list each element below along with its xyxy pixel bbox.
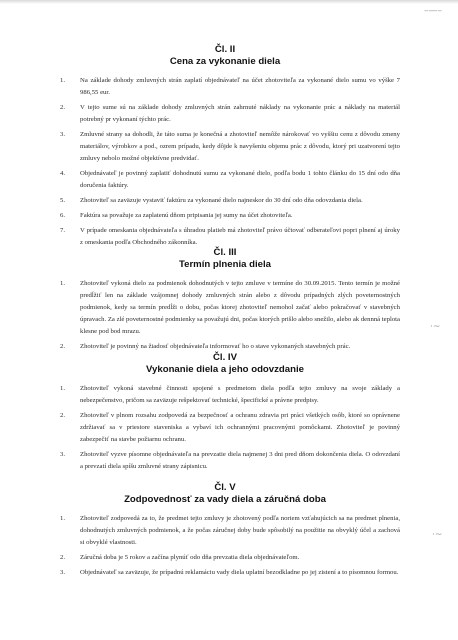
item-text: Faktúra sa považuje za zaplatenú dňom pripisania jej sumy na účet zhotoviteľa. [80, 212, 293, 219]
article-item [50, 225, 400, 249]
item-number: 1. [60, 280, 66, 287]
item-number: 3. [60, 131, 66, 138]
item-text: Zhotoviteľ v plnom rozsahu zodpovedá za bezpečnosť a ochranu zdravia pri práci všetkých osôb, ktoré so oprávnene zdržiavať sa v priestore staveniska a vybaví ich ochrannými pracovnými pomôckami. Zhotoviteľ je povinný zabezpečiť na stavbe požiarnu ochranu. [80, 412, 400, 443]
item-number: 2. [60, 554, 66, 561]
article-item [50, 168, 400, 192]
article-items [50, 383, 400, 473]
item-text: V tejto sume sú na základe dohody zmluvných strán zahrnuté náklady na vykonanie prác a náklady na materiál potrebný pr vykonaní týchto prác. [80, 104, 400, 123]
scan-artifact-mark: ·~ [432, 530, 443, 540]
item-number: 2. [60, 343, 66, 350]
item-number: 6. [60, 212, 66, 219]
item-text: Zhotoviteľ vykoná stavebné činnosti spojené s predmetom diela podľa tejto zmluvy na svoje základy a nebezpečenstvo, pričom sa zaväzuje rešpektovať technické, špecifické a právne predpisy. [80, 385, 400, 404]
article-items [50, 278, 400, 353]
item-text: Na základe dohody zmluvných strán zaplatí objednávateľ na účet zhotoviteľa za vykonané dielo sumu vo výške 7 986,55 eur. [80, 77, 400, 96]
article-number: Čl. V [214, 482, 236, 493]
item-text: V prípade omeskania objednávateľa s úhradou platieb má zhotoviteľ právo účtovať odberateľovi popri plnení aj úroky z omeskania podľa Obchodného zákonníka. [80, 227, 400, 246]
article-3 [50, 247, 400, 356]
article-items [50, 75, 400, 249]
item-number: 1. [60, 77, 66, 84]
scan-artifact-mark: ·~ [430, 322, 441, 332]
item-text: Zmluvné strany sa dohodli, že táto suma je konečná a zhotoviteľ nemôže nárokovať vo vyššiu cenu z dôvodu zmeny materiálov, výrobkov a pod., ozrem prípadu, kedy dôjde k navyšeniu objemu prác z dôvodu, ktorý pri uzatvorení tejto zmluvy nebolo možné objektívne predvidať. [80, 131, 400, 162]
article-number: Čl. III [213, 247, 237, 258]
article-item [50, 278, 400, 338]
article-item [50, 383, 400, 407]
item-text: Zhotoviteľ zodpovedá za to, že predmet tejto zmluvy je zhotovený podľa noriem vzťahujúcich sa na predmet plnenia, dohodnutých zmluvných podmienok, a že počas záručnej doby bude spôsobilý na použitie na obvyklý účel a zachová si obvyklé vlastnosti. [80, 515, 400, 546]
article-item [50, 449, 400, 473]
item-number: 7. [60, 227, 66, 234]
article-title: Zodpovednosť za vady diela a záručná doba [124, 494, 326, 505]
article-number: Čl. IV [213, 352, 237, 363]
article-number: Čl. II [214, 44, 236, 55]
item-text: Zhotoviteľ vyzve písomne objednávateľa na prevzatie diela najmenej 3 dni pred dňom dokončenia diela. O odovzdaní a prevzatí diela spíšu zmluvné strany zápisnicu. [80, 451, 400, 470]
article-item [50, 210, 400, 222]
item-number: 4. [60, 170, 66, 177]
item-text: Objednávateľ je povinný zaplatiť dohodnutú sumu za vykonané dielo, podľa bodu 1 tohto článku do 15 dní odo dňa doručenia faktúry. [80, 170, 400, 189]
article-title: Vykonanie diela a jeho odovzdanie [146, 364, 304, 375]
article-item [50, 102, 400, 126]
scan-artifact-mark: –—– [424, 6, 442, 16]
article-item [50, 195, 400, 207]
article-item [50, 567, 400, 579]
article-items [50, 513, 400, 579]
article-2 [50, 44, 400, 252]
article-item [50, 513, 400, 549]
article-item [50, 410, 400, 446]
article-item [50, 129, 400, 165]
item-text: Objednávateľ sa zaväzuje, že prípadnú reklamáciu vady diela uplatní bezodkladne po jej zistení a to písomnou formou. [80, 569, 399, 576]
article-item [50, 552, 400, 564]
item-number: 2. [60, 412, 66, 419]
item-number: 3. [60, 569, 66, 576]
article-5 [50, 482, 400, 582]
item-number: 3. [60, 451, 66, 458]
item-number: 2. [60, 104, 66, 111]
article-title: Cena za vykonanie diela [169, 56, 281, 67]
item-text: Zhotoviteľ je povinný na žiadosť objednávateľa informovať ho o stave vykonaných stavebných prác. [80, 343, 351, 350]
item-text: Zhotoviteľ vykoná dielo za podmienok dohodnutých v tejto zmluve v termíne do 30.09.2015. Tento termín je možné predĺžiť len na základe vzájomnej dohody zmluvných strán alebo z dôvodu prípadných zlých poveternostných podmienok, kedy sa termín predĺži o dobu, počas ktorej zhotoviteľ nemohol začať alebo pokračovať v stavebných úpravach. Za zlé poveternostné podmienky sa považujú dni, počas ktorých prišlo alebo snežilo, alebo ak dennná teplota klesne pod bod mrazu. [80, 280, 400, 335]
item-number: 1. [60, 515, 66, 522]
item-number: 5. [60, 197, 66, 204]
article-title: Termín plnenia diela [178, 259, 272, 270]
item-number: 1. [60, 385, 66, 392]
scan-edge [0, 0, 458, 4]
article-4 [50, 352, 400, 476]
item-text: Zhotoviteľ sa zaväzuje vystaviť faktúru za vykonané dielo najneskor do 30 dní odo dňa odovzdania diela. [80, 197, 363, 204]
item-text: Záručná doba je 5 rokov a začína plynúť odo dňa prevzatia diela objednávateľom. [80, 554, 300, 561]
article-item [50, 75, 400, 99]
